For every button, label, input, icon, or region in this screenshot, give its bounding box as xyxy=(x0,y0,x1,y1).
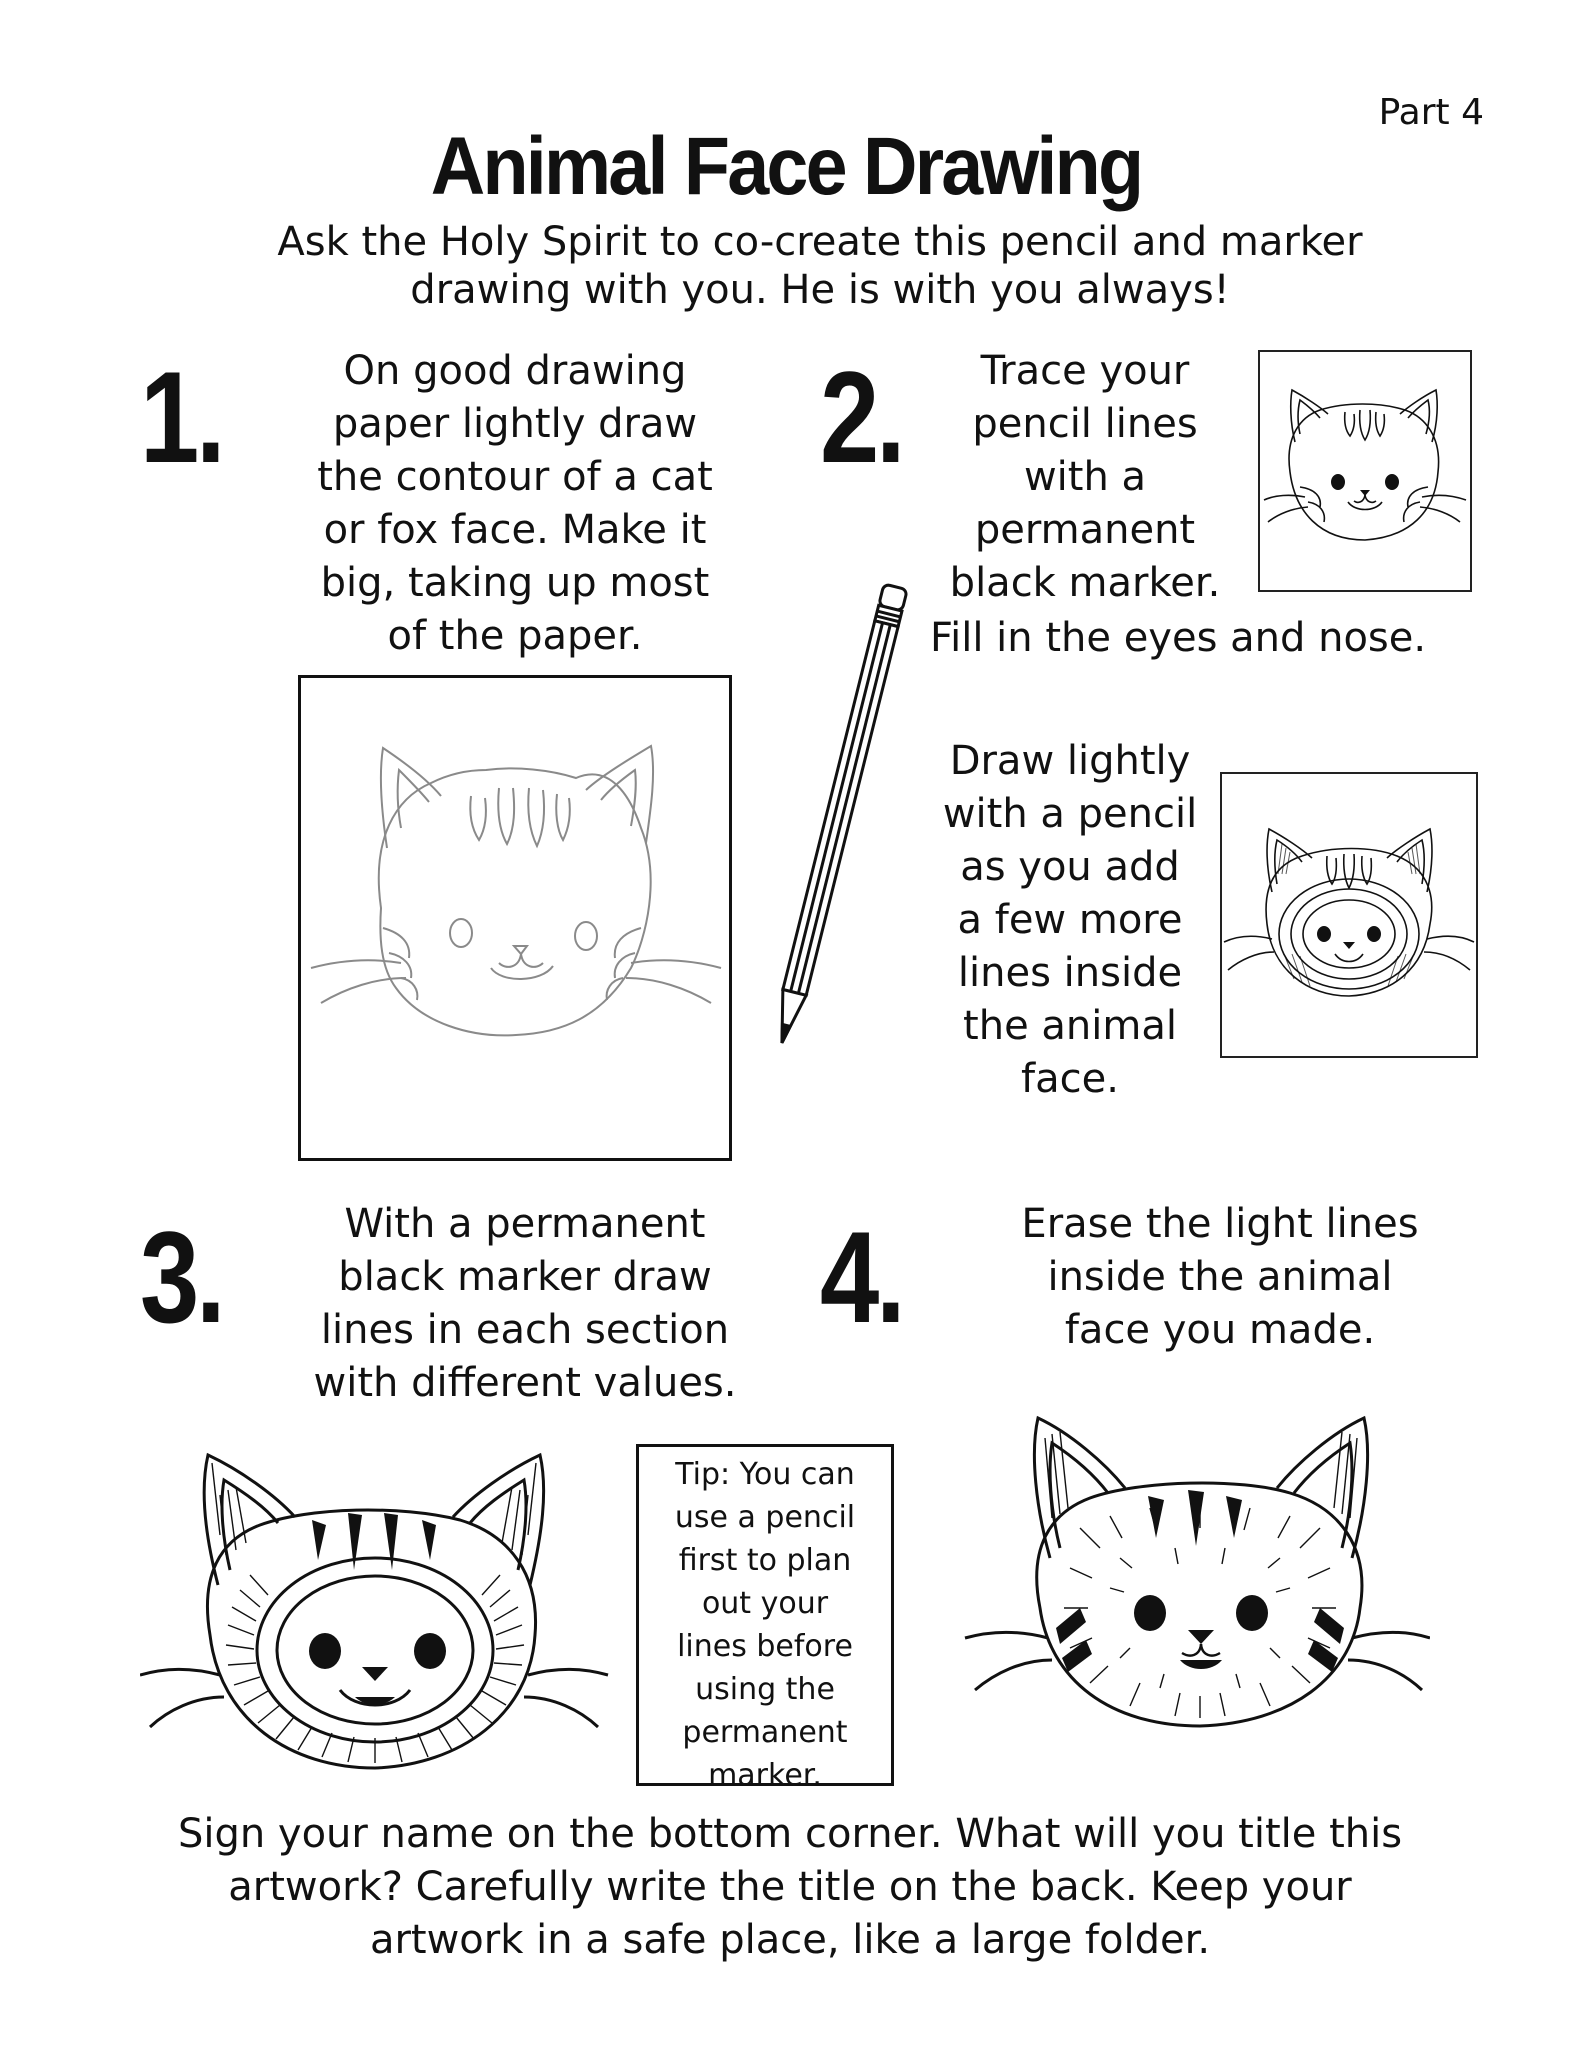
step-2-sub-line: with a pencil xyxy=(942,791,1198,837)
step-3-line: black marker draw xyxy=(338,1254,712,1300)
step-2-line: black marker. xyxy=(949,560,1221,606)
step-2-sub-line: lines inside xyxy=(957,950,1183,996)
closing-text xyxy=(120,1808,1460,1967)
cat-sections-frame xyxy=(1220,772,1478,1058)
tip-line: permanent xyxy=(682,1715,848,1750)
step-2-extra: Fill in the eyes and nose. xyxy=(930,615,1427,661)
pencil-icon xyxy=(770,560,910,1060)
step-2-sub-line: Draw lightly xyxy=(949,738,1191,784)
step-3-line: with different values. xyxy=(313,1360,737,1406)
step-2-sub-line: a few more xyxy=(957,897,1183,943)
step-4-line: face you made. xyxy=(1064,1307,1376,1353)
step-1-line: big, taking up most xyxy=(320,560,710,606)
subtitle xyxy=(180,218,1460,314)
step-3-line: lines in each section xyxy=(320,1307,730,1353)
step-2-text xyxy=(930,345,1240,610)
cat-face-sections xyxy=(1222,774,1476,1056)
step-2-line: Trace your xyxy=(980,348,1190,394)
step-4-line: inside the animal xyxy=(1047,1254,1393,1300)
step-2-sub-line: face. xyxy=(1021,1056,1119,1102)
cat-face-outline xyxy=(301,678,729,1158)
closing-line: artwork? Carefully write the title on the back. Keep your xyxy=(228,1864,1352,1910)
step-number-4: 4. xyxy=(820,1204,903,1350)
step-4-line: Erase the light lines xyxy=(1021,1201,1419,1247)
cat-face-traced xyxy=(1260,352,1470,590)
tip-line: first to plan xyxy=(678,1543,852,1578)
part-label: Part 4 xyxy=(1378,92,1484,133)
step-2-line: permanent xyxy=(974,507,1196,553)
step-3-line: With a permanent xyxy=(344,1201,706,1247)
step-2-line: with a xyxy=(1023,454,1147,500)
cat-traced-frame xyxy=(1258,350,1472,592)
step-number-3: 3. xyxy=(140,1204,223,1350)
step-3-text xyxy=(290,1198,760,1410)
closing-line: Sign your name on the bottom corner. What will you title this xyxy=(177,1811,1403,1857)
page-title: Animal Face Drawing xyxy=(430,121,1142,212)
step-1-text xyxy=(270,345,760,663)
tip-line: use a pencil xyxy=(674,1500,856,1535)
step-1-line: the contour of a cat xyxy=(317,454,713,500)
step-number-2: 2. xyxy=(820,344,903,490)
tip-line: out your xyxy=(701,1586,829,1621)
cat-outline-frame xyxy=(298,675,732,1161)
tip-line: using the xyxy=(695,1672,835,1707)
tip-line: Tip: You can xyxy=(675,1457,855,1492)
tip-box xyxy=(636,1444,894,1793)
step-4-text xyxy=(1000,1198,1440,1357)
step-2-line: pencil lines xyxy=(972,401,1198,447)
step-2-sub-text xyxy=(920,735,1220,1106)
cat-face-marker-lines xyxy=(140,1435,610,1815)
step-number-1: 1. xyxy=(140,344,223,490)
subtitle-line: Ask the Holy Spirit to co-create this pencil and marker xyxy=(277,219,1363,265)
step-2-sub-line: as you add xyxy=(960,844,1180,890)
step-1-line: or fox face. Make it xyxy=(323,507,707,553)
step-1-line: of the paper. xyxy=(387,613,643,659)
tip-line: lines before xyxy=(677,1629,853,1664)
step-1-line: paper lightly draw xyxy=(332,401,698,447)
tip-line: marker. xyxy=(708,1758,822,1793)
subtitle-line: drawing with you. He is with you always! xyxy=(410,267,1230,313)
closing-line: artwork in a safe place, like a large folder. xyxy=(369,1917,1211,1963)
cat-face-finished xyxy=(960,1408,1430,1758)
step-2-sub-line: the animal xyxy=(963,1003,1177,1049)
step-1-line: On good drawing xyxy=(343,348,687,394)
